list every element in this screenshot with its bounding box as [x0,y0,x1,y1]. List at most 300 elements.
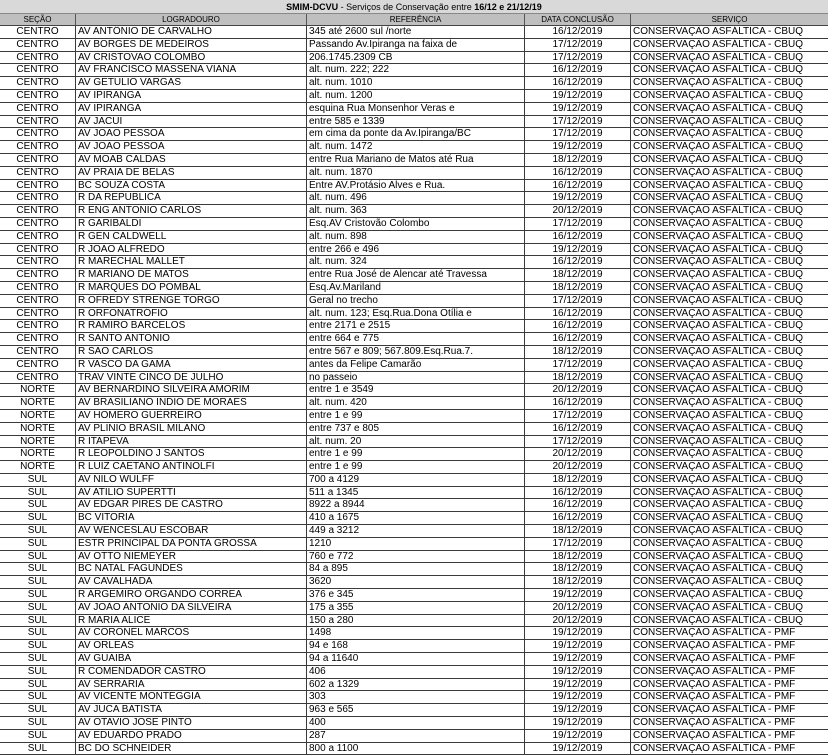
cell-referencia[interactable]: alt. num. 898 [307,231,525,243]
cell-data[interactable]: 19/12/2019 [525,704,631,716]
cell-servico[interactable]: CONSERVAÇÃO ASFÁLTICA - CBUQ [633,205,804,217]
cell-logradouro[interactable]: AV CAVALHADA [76,576,307,588]
cell-secao[interactable]: NORTE [0,461,76,473]
cell-referencia[interactable]: alt. num. 1200 [307,90,525,102]
cell-secao[interactable]: CENTRO [0,116,76,128]
cell-referencia[interactable]: entre 1 e 3549 [307,384,525,396]
cell-servico[interactable]: CONSERVAÇÃO ASFÁLTICA - CBUQ [633,333,804,345]
cell-data[interactable]: 19/12/2019 [525,653,631,665]
cell-secao[interactable]: CENTRO [0,205,76,217]
cell-referencia[interactable]: 602 a 1329 [307,679,525,691]
cell-data[interactable]: 17/12/2019 [525,116,631,128]
cell-logradouro[interactable]: R COMENDADOR CASTRO [76,666,307,678]
cell-servico[interactable]: CONSERVAÇÃO ASFÁLTICA - PMF [633,678,796,690]
cell-servico[interactable]: CONSERVAÇÃO ASFÁLTICA - CBUQ [633,102,804,114]
cell-secao[interactable]: CENTRO [0,256,76,268]
cell-data[interactable]: 16/12/2019 [525,167,631,179]
cell-logradouro[interactable]: R LUIZ CAETANO ANTINOLFI [76,461,307,473]
cell-logradouro[interactable]: AV JACUI [76,116,307,128]
cell-servico[interactable]: CONSERVAÇÃO ASFÁLTICA - CBUQ [633,499,804,511]
cell-referencia[interactable]: Passando Av.Ipiranga na faixa de [307,39,525,51]
cell-servico[interactable]: CONSERVAÇÃO ASFÁLTICA - CBUQ [633,576,804,588]
cell-secao[interactable]: CENTRO [0,77,76,89]
cell-servico[interactable]: CONSERVAÇÃO ASFÁLTICA - CBUQ [633,230,804,242]
cell-referencia[interactable]: entre 664 e 775 [307,333,525,345]
cell-logradouro[interactable]: ESTR PRINCIPAL DA PONTA GROSSA [76,538,307,550]
cell-logradouro[interactable]: R GARIBALDI [76,218,307,230]
cell-logradouro[interactable]: AV OTAVIO JOSE PINTO [76,717,307,729]
cell-data[interactable]: 17/12/2019 [525,52,631,64]
cell-secao[interactable]: SUL [0,653,76,665]
cell-secao[interactable]: SUL [0,602,76,614]
header-servico[interactable]: SERVIÇO [711,15,748,24]
cell-logradouro[interactable]: AV BERNARDINO SILVEIRA AMORIM [76,384,307,396]
cell-data[interactable]: 19/12/2019 [525,691,631,703]
cell-referencia[interactable]: 760 e 772 [307,551,525,563]
cell-referencia[interactable]: 376 e 345 [307,589,525,601]
cell-data[interactable]: 16/12/2019 [525,499,631,511]
cell-secao[interactable]: NORTE [0,410,76,422]
cell-data[interactable]: 16/12/2019 [525,397,631,409]
cell-servico[interactable]: CONSERVAÇÃO ASFÁLTICA - PMF [633,627,796,639]
cell-logradouro[interactable]: R MARIANO DE MATOS [76,269,307,281]
cell-servico[interactable]: CONSERVAÇÃO ASFÁLTICA - CBUQ [633,473,804,485]
cell-secao[interactable]: CENTRO [0,167,76,179]
cell-secao[interactable]: CENTRO [0,308,76,320]
header-referencia[interactable]: REFERÊNCIA [307,14,525,25]
cell-referencia[interactable]: alt. num. 324 [307,256,525,268]
cell-secao[interactable]: SUL [0,551,76,563]
cell-data[interactable]: 17/12/2019 [525,39,631,51]
cell-logradouro[interactable]: R GEN CALDWELL [76,231,307,243]
cell-logradouro[interactable]: AV JOAO PESSOA [76,128,307,140]
cell-data[interactable]: 20/12/2019 [525,461,631,473]
cell-servico[interactable]: CONSERVAÇÃO ASFÁLTICA - CBUQ [633,77,804,89]
cell-logradouro[interactable]: BC VITORIA [76,512,307,524]
cell-referencia[interactable]: Entre AV.Protásio Alves e Rua. [307,180,525,192]
cell-servico[interactable]: CONSERVAÇÃO ASFÁLTICA - CBUQ [633,461,804,473]
cell-logradouro[interactable]: AV PLINIO BRASIL MILANO [76,423,307,435]
cell-referencia[interactable]: 700 a 4129 [307,474,525,486]
cell-servico[interactable]: CONSERVAÇÃO ASFÁLTICA - PMF [633,640,796,652]
cell-referencia[interactable]: 400 [307,717,525,729]
cell-logradouro[interactable]: AV EDGAR PIRES DE CASTRO [76,499,307,511]
cell-data[interactable]: 18/12/2019 [525,576,631,588]
cell-data[interactable]: 18/12/2019 [525,474,631,486]
cell-data[interactable]: 16/12/2019 [525,77,631,89]
cell-secao[interactable]: CENTRO [0,26,76,38]
cell-secao[interactable]: SUL [0,679,76,691]
cell-secao[interactable]: SUL [0,525,76,537]
cell-referencia[interactable]: esquina Rua Monsenhor Veras e [307,103,525,115]
table-row [0,244,828,257]
cell-secao[interactable]: SUL [0,717,76,729]
cell-logradouro[interactable]: R ORFONATRÓFIO [76,308,307,320]
cell-data[interactable]: 18/12/2019 [525,269,631,281]
cell-logradouro[interactable]: TRAV VINTE CINCO DE JULHO [76,372,307,384]
cell-secao[interactable]: SUL [0,589,76,601]
cell-servico[interactable]: CONSERVAÇÃO ASFÁLTICA - CBUQ [633,26,804,37]
cell-logradouro[interactable]: R DA REPUBLICA [76,192,307,204]
cell-secao[interactable]: CENTRO [0,64,76,76]
cell-servico[interactable]: CONSERVAÇÃO ASFÁLTICA - PMF [633,717,796,729]
cell-secao[interactable]: SUL [0,487,76,499]
cell-secao[interactable]: CENTRO [0,372,76,384]
cell-data[interactable]: 19/12/2019 [525,640,631,652]
table-row [0,116,828,129]
cell-servico[interactable]: CONSERVAÇÃO ASFÁLTICA - CBUQ [633,179,804,191]
cell-data[interactable]: 17/12/2019 [525,436,631,448]
cell-referencia[interactable]: 303 [307,691,525,703]
table-row [0,167,828,180]
cell-referencia[interactable]: entre 737 e 805 [307,423,525,435]
cell-servico[interactable]: CONSERVAÇÃO ASFÁLTICA - CBUQ [633,153,804,165]
cell-servico[interactable]: CONSERVAÇÃO ASFÁLTICA - CBUQ [633,358,804,370]
cell-referencia[interactable]: alt. num. 363 [307,205,525,217]
cell-data[interactable]: 19/12/2019 [525,103,631,115]
cell-servico[interactable]: CONSERVAÇÃO ASFÁLTICA - CBUQ [633,128,804,140]
cell-data[interactable]: 16/12/2019 [525,512,631,524]
cell-logradouro[interactable]: AV VICENTE MONTEGGIA [76,691,307,703]
cell-servico[interactable]: CONSERVAÇÃO ASFÁLTICA - CBUQ [633,281,804,293]
cell-secao[interactable]: CENTRO [0,346,76,358]
cell-secao[interactable]: SUL [0,563,76,575]
cell-secao[interactable]: NORTE [0,436,76,448]
cell-referencia[interactable]: 287 [307,730,525,742]
cell-secao[interactable]: SUL [0,743,76,755]
cell-data[interactable]: 20/12/2019 [525,205,631,217]
cell-servico[interactable]: CONSERVAÇÃO ASFÁLTICA - CBUQ [633,371,804,383]
cell-servico[interactable]: CONSERVAÇÃO ASFÁLTICA - CBUQ [633,448,804,460]
cell-data[interactable]: 17/12/2019 [525,295,631,307]
cell-referencia[interactable]: 511 a 1345 [307,487,525,499]
cell-referencia[interactable]: alt. num. 1010 [307,77,525,89]
cell-secao[interactable]: CENTRO [0,154,76,166]
cell-secao[interactable]: CENTRO [0,192,76,204]
cell-referencia[interactable]: 800 a 1100 [307,743,525,755]
cell-referencia[interactable]: 963 e 565 [307,704,525,716]
cell-secao[interactable]: CENTRO [0,333,76,345]
cell-data[interactable]: 17/12/2019 [525,410,631,422]
cell-data[interactable]: 20/12/2019 [525,384,631,396]
cell-secao[interactable]: CENTRO [0,180,76,192]
cell-logradouro[interactable]: AV ATILIO SUPERTTI [76,487,307,499]
cell-servico[interactable]: CONSERVAÇÃO ASFÁLTICA - CBUQ [633,269,804,281]
cell-servico[interactable]: CONSERVAÇÃO ASFÁLTICA - PMF [633,704,796,716]
cell-referencia[interactable]: em cima da ponte da Av.Ipiranga/BC [307,128,525,140]
cell-servico[interactable]: CONSERVAÇÃO ASFÁLTICA - CBUQ [633,512,804,524]
cell-servico[interactable]: CONSERVAÇÃO ASFÁLTICA - CBUQ [633,384,804,396]
cell-logradouro[interactable]: R RAMIRO BARCELOS [76,320,307,332]
cell-logradouro[interactable]: AV ANTÔNIO DE CARVALHO [76,26,307,38]
cell-data[interactable]: 16/12/2019 [525,423,631,435]
cell-referencia[interactable]: 410 a 1675 [307,512,525,524]
header-secao[interactable]: SEÇÃO [0,14,76,25]
cell-secao[interactable]: CENTRO [0,141,76,153]
cell-servico[interactable]: CONSERVAÇÃO ASFÁLTICA - CBUQ [633,192,804,204]
cell-secao[interactable]: CENTRO [0,282,76,294]
cell-logradouro[interactable]: R MARQUES DO POMBAL [76,282,307,294]
cell-data[interactable]: 19/12/2019 [525,589,631,601]
cell-referencia[interactable]: entre Rua Mariano de Matos até Rua [307,154,525,166]
cell-referencia[interactable]: alt. num. 123; Esq.Rua.Dona Otília e [307,308,525,320]
cell-secao[interactable]: CENTRO [0,244,76,256]
cell-servico[interactable]: CONSERVAÇÃO ASFÁLTICA - PMF [633,653,796,665]
cell-data[interactable]: 18/12/2019 [525,563,631,575]
cell-logradouro[interactable]: R MARIA ALICE [76,615,307,627]
cell-logradouro[interactable]: AV ORLEAS [76,640,307,652]
cell-logradouro[interactable]: AV EDUARDO PRADO [76,730,307,742]
table-row [0,333,828,346]
cell-data[interactable]: 20/12/2019 [525,448,631,460]
cell-referencia[interactable]: alt. num. 222; 222 [307,64,525,76]
cell-referencia[interactable]: 175 a 355 [307,602,525,614]
cell-data[interactable]: 18/12/2019 [525,154,631,166]
cell-logradouro[interactable]: AV PRAIA DE BELAS [76,167,307,179]
cell-servico[interactable]: CONSERVAÇÃO ASFÁLTICA - CBUQ [633,537,804,549]
cell-servico[interactable]: CONSERVAÇÃO ASFÁLTICA - CBUQ [633,397,804,409]
cell-secao[interactable]: SUL [0,666,76,678]
cell-secao[interactable]: SUL [0,627,76,639]
cell-servico[interactable]: CONSERVAÇÃO ASFÁLTICA - CBUQ [633,115,804,127]
table-row [0,551,828,564]
cell-data[interactable]: 16/12/2019 [525,333,631,345]
cell-data[interactable]: 19/12/2019 [525,666,631,678]
cell-referencia[interactable]: alt. num. 1472 [307,141,525,153]
cell-servico[interactable]: CONSERVAÇÃO ASFÁLTICA - CBUQ [633,51,804,63]
cell-logradouro[interactable]: R ARGEMIRO ORGANDO CORREA [76,589,307,601]
cell-servico[interactable]: CONSERVAÇÃO ASFÁLTICA - CBUQ [633,486,804,498]
cell-data[interactable]: 16/12/2019 [525,231,631,243]
cell-secao[interactable]: CENTRO [0,52,76,64]
cell-logradouro[interactable]: AV IPIRANGA [76,103,307,115]
cell-secao[interactable]: SUL [0,474,76,486]
cell-servico[interactable]: CONSERVAÇÃO ASFÁLTICA - PMF [633,691,796,703]
cell-referencia[interactable]: no passeio [307,372,525,384]
cell-logradouro[interactable]: AV GETULIO VARGAS [76,77,307,89]
cell-servico[interactable]: CONSERVAÇÃO ASFÁLTICA - CBUQ [633,563,804,575]
cell-servico[interactable]: CONSERVAÇÃO ASFÁLTICA - CBUQ [633,217,804,229]
cell-logradouro[interactable]: BC NATAL FAGUNDES [76,563,307,575]
cell-secao[interactable]: NORTE [0,423,76,435]
cell-logradouro[interactable]: AV JUCA BATISTA [76,704,307,716]
cell-servico[interactable]: CONSERVAÇÃO ASFÁLTICA - CBUQ [633,589,804,601]
cell-data[interactable]: 20/12/2019 [525,602,631,614]
cell-logradouro[interactable]: AV IPIRANGA [76,90,307,102]
cell-servico[interactable]: CONSERVAÇÃO ASFÁLTICA - CBUQ [633,320,804,332]
cell-secao[interactable]: SUL [0,499,76,511]
cell-referencia[interactable]: Esq.AV Cristovão Colombo [307,218,525,230]
cell-logradouro[interactable]: AV BORGES DE MEDEIROS [76,39,307,51]
cell-data[interactable]: 19/12/2019 [525,717,631,729]
cell-referencia[interactable]: 1498 [307,627,525,639]
cell-logradouro[interactable]: R JOAO ALFREDO [76,244,307,256]
cell-secao[interactable]: CENTRO [0,90,76,102]
cell-referencia[interactable]: alt. num. 1870 [307,167,525,179]
cell-servico[interactable]: CONSERVAÇÃO ASFÁLTICA - PMF [633,742,796,754]
cell-data[interactable]: 16/12/2019 [525,487,631,499]
cell-data[interactable]: 19/12/2019 [525,627,631,639]
cell-referencia[interactable]: entre 2171 e 2515 [307,320,525,332]
cell-data[interactable]: 16/12/2019 [525,256,631,268]
cell-servico[interactable]: CONSERVAÇÃO ASFÁLTICA - CBUQ [633,614,804,626]
cell-referencia[interactable]: entre 1 e 99 [307,461,525,473]
cell-referencia[interactable]: 150 a 280 [307,615,525,627]
cell-secao[interactable]: CENTRO [0,128,76,140]
cell-data[interactable]: 16/12/2019 [525,308,631,320]
cell-logradouro[interactable]: BC SOUZA COSTA [76,180,307,192]
cell-logradouro[interactable]: AV CRISTOVAO COLOMBO [76,52,307,64]
cell-servico[interactable]: CONSERVAÇÃO ASFÁLTICA - CBUQ [633,307,804,319]
cell-servico[interactable]: CONSERVAÇÃO ASFÁLTICA - CBUQ [633,409,804,421]
cell-servico[interactable]: CONSERVAÇÃO ASFÁLTICA - CBUQ [633,525,804,537]
header-data-conclusao[interactable]: DATA CONCLUSÃO [525,14,631,25]
cell-servico[interactable]: CONSERVAÇÃO ASFÁLTICA - CBUQ [633,422,804,434]
cell-data[interactable]: 18/12/2019 [525,346,631,358]
cell-secao[interactable]: SUL [0,640,76,652]
cell-data[interactable]: 20/12/2019 [525,615,631,627]
cell-servico[interactable]: CONSERVAÇÃO ASFÁLTICA - CBUQ [633,38,804,50]
table-row [0,691,828,704]
cell-referencia[interactable]: Geral no trecho [307,295,525,307]
cell-secao[interactable]: CENTRO [0,269,76,281]
cell-secao[interactable]: SUL [0,538,76,550]
table-row [0,640,828,653]
cell-referencia[interactable]: 94 a 11640 [307,653,525,665]
cell-logradouro[interactable]: AV JOÃO ANTONIO DA SILVEIRA [76,602,307,614]
cell-logradouro[interactable]: AV OTTO NIEMEYER [76,551,307,563]
cell-data[interactable]: 18/12/2019 [525,525,631,537]
table-row [0,128,828,141]
cell-servico[interactable]: CONSERVAÇÃO ASFÁLTICA - CBUQ [633,141,804,153]
cell-referencia[interactable]: 449 a 3212 [307,525,525,537]
cell-referencia[interactable]: 3620 [307,576,525,588]
cell-data[interactable]: 19/12/2019 [525,244,631,256]
cell-servico[interactable]: CONSERVAÇÃO ASFÁLTICA - CBUQ [633,64,804,76]
cell-data[interactable]: 19/12/2019 [525,90,631,102]
cell-data[interactable]: 18/12/2019 [525,372,631,384]
cell-logradouro[interactable]: AV SERRARIA [76,679,307,691]
cell-referencia[interactable]: entre 266 e 496 [307,244,525,256]
cell-referencia[interactable]: entre 567 e 809; 567.809.Esq.Rua.7. [307,346,525,358]
cell-referencia[interactable]: 84 a 895 [307,563,525,575]
cell-referencia[interactable]: entre Rua José de Alencar até Travessa [307,269,525,281]
header-logradouro[interactable]: LOGRADOURO [76,14,307,25]
cell-servico[interactable]: CONSERVAÇÃO ASFÁLTICA - CBUQ [633,345,804,357]
cell-logradouro[interactable]: R SAO CARLOS [76,346,307,358]
cell-logradouro[interactable]: R LEOPOLDINO J SANTOS [76,448,307,460]
cell-servico[interactable]: CONSERVAÇÃO ASFÁLTICA - CBUQ [633,89,804,101]
cell-secao[interactable]: CENTRO [0,218,76,230]
cell-logradouro[interactable]: AV HOMERO GUERREIRO [76,410,307,422]
cell-logradouro[interactable]: AV CORONEL MARCOS [76,627,307,639]
cell-secao[interactable]: SUL [0,704,76,716]
cell-servico[interactable]: CONSERVAÇÃO ASFÁLTICA - PMF [633,729,796,741]
cell-logradouro[interactable]: AV GUAIBA [76,653,307,665]
cell-logradouro[interactable]: BC DO SCHNEIDER [76,743,307,755]
cell-data[interactable]: 19/12/2019 [525,141,631,153]
cell-data[interactable]: 16/12/2019 [525,320,631,332]
cell-secao[interactable]: SUL [0,576,76,588]
cell-referencia[interactable]: alt. num. 20 [307,436,525,448]
cell-referencia[interactable]: 94 e 168 [307,640,525,652]
cell-logradouro[interactable]: AV WENCESLAU ESCOBAR [76,525,307,537]
cell-logradouro[interactable]: AV BRASILIANO INDIO DE MORAES [76,397,307,409]
cell-secao[interactable]: SUL [0,730,76,742]
cell-secao[interactable]: CENTRO [0,231,76,243]
cell-logradouro[interactable]: R ITAPEVA [76,436,307,448]
cell-data[interactable]: 17/12/2019 [525,359,631,371]
cell-secao[interactable]: CENTRO [0,39,76,51]
cell-servico[interactable]: CONSERVAÇÃO ASFÁLTICA - CBUQ [633,243,804,255]
cell-servico[interactable]: CONSERVAÇÃO ASFÁLTICA - PMF [633,665,796,677]
table-row [0,346,828,359]
cell-logradouro[interactable]: AV FRANCISCO MASSENA VIANA [76,64,307,76]
cell-data[interactable]: 17/12/2019 [525,538,631,550]
cell-referencia[interactable]: 1210 [307,538,525,550]
cell-referencia[interactable]: alt. num. 496 [307,192,525,204]
cell-referencia[interactable]: 406 [307,666,525,678]
cell-referencia[interactable]: antes da Felipe Camarão [307,359,525,371]
cell-servico[interactable]: CONSERVAÇÃO ASFÁLTICA - CBUQ [633,550,804,562]
cell-data[interactable]: 18/12/2019 [525,282,631,294]
cell-logradouro[interactable]: R SANTO ANTONIO [76,333,307,345]
cell-secao[interactable]: CENTRO [0,359,76,371]
cell-referencia[interactable]: entre 585 e 1339 [307,116,525,128]
cell-secao[interactable]: NORTE [0,397,76,409]
cell-data[interactable]: 18/12/2019 [525,551,631,563]
cell-referencia[interactable]: 345 até 2600 sul /norte [307,26,525,38]
cell-secao[interactable]: SUL [0,615,76,627]
cell-data[interactable]: 16/12/2019 [525,26,631,38]
cell-logradouro[interactable]: R MARECHAL MALLET [76,256,307,268]
cell-referencia[interactable]: entre 1 e 99 [307,448,525,460]
cell-data[interactable]: 16/12/2019 [525,64,631,76]
cell-data[interactable]: 19/12/2019 [525,192,631,204]
cell-data[interactable]: 17/12/2019 [525,128,631,140]
cell-logradouro[interactable]: R VASCO DA GAMA [76,359,307,371]
cell-servico[interactable]: CONSERVAÇÃO ASFÁLTICA - CBUQ [633,601,804,613]
cell-data[interactable]: 19/12/2019 [525,679,631,691]
cell-data[interactable]: 19/12/2019 [525,730,631,742]
cell-secao[interactable]: CENTRO [0,295,76,307]
cell-servico[interactable]: CONSERVAÇÃO ASFÁLTICA - CBUQ [633,294,804,306]
cell-secao[interactable]: SUL [0,512,76,524]
cell-referencia[interactable]: entre 1 e 99 [307,410,525,422]
cell-referencia[interactable]: 206.1745.2309 CB [307,52,525,64]
cell-logradouro[interactable]: R OFREDY STRENGE TORGO [76,295,307,307]
cell-data[interactable]: 19/12/2019 [525,743,631,755]
cell-logradouro[interactable]: AV MOAB CALDAS [76,154,307,166]
cell-servico[interactable]: CONSERVAÇÃO ASFÁLTICA - CBUQ [633,435,804,447]
cell-referencia[interactable]: Esq.Av.Mariland [307,282,525,294]
cell-secao[interactable]: NORTE [0,448,76,460]
cell-servico[interactable]: CONSERVAÇÃO ASFÁLTICA - CBUQ [633,256,804,268]
cell-logradouro[interactable]: AV NILO WULFF [76,474,307,486]
cell-logradouro[interactable]: R ENG ANTONIO CARLOS [76,205,307,217]
cell-logradouro[interactable]: AV JOAO PESSOA [76,141,307,153]
cell-secao[interactable]: CENTRO [0,103,76,115]
cell-secao[interactable]: CENTRO [0,320,76,332]
cell-secao[interactable]: NORTE [0,384,76,396]
cell-referencia[interactable]: alt. num. 420 [307,397,525,409]
cell-servico[interactable]: CONSERVAÇÃO ASFÁLTICA - CBUQ [633,166,804,178]
cell-referencia[interactable]: 8922 a 8944 [307,499,525,511]
cell-data[interactable]: 17/12/2019 [525,218,631,230]
cell-secao[interactable]: SUL [0,691,76,703]
table-row [0,743,828,755]
cell-data[interactable]: 16/12/2019 [525,180,631,192]
